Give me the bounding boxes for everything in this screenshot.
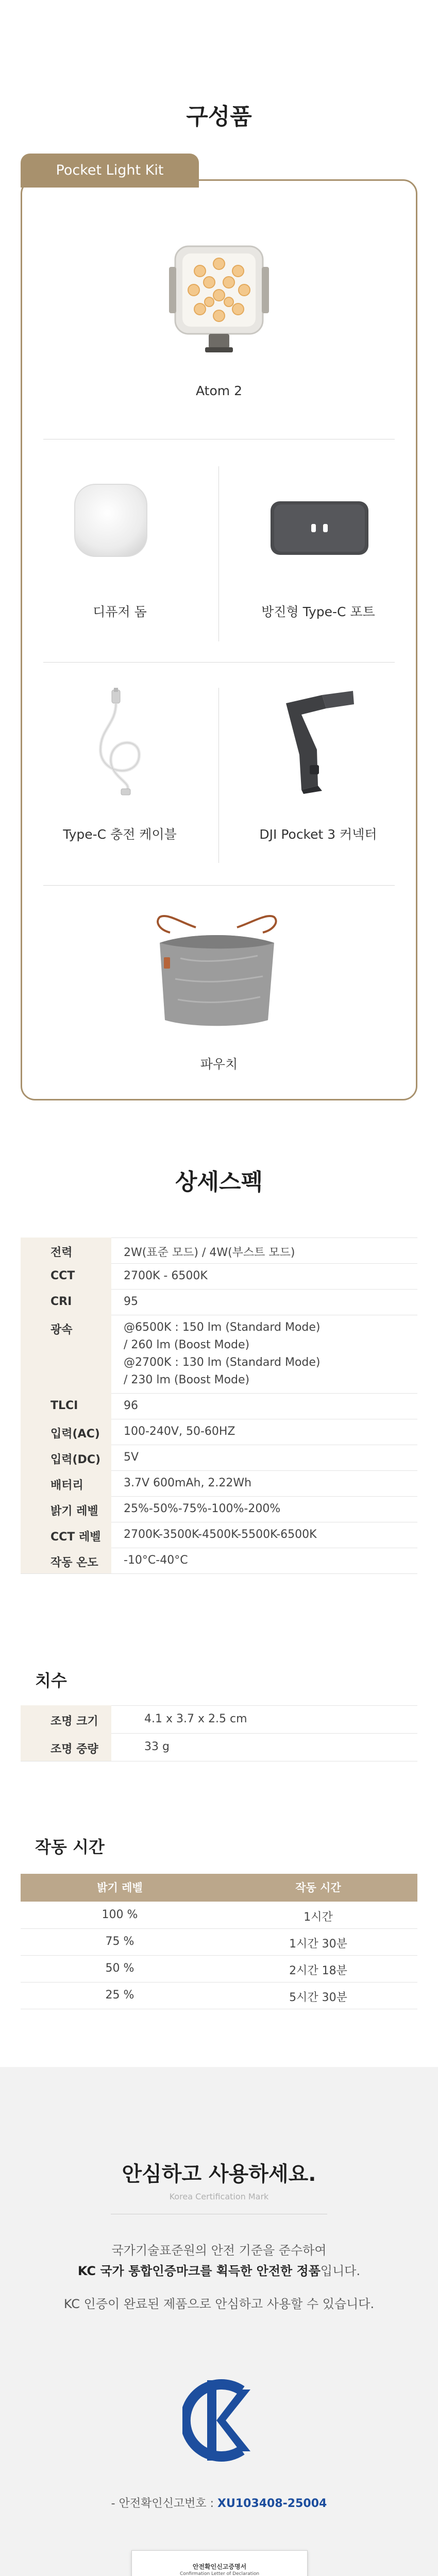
spec-key-label: CCT <box>50 1269 75 1282</box>
spec-key-label: 입력(DC) <box>50 1453 101 1466</box>
item-label-cable: Type-C 충전 케이블 <box>63 827 177 842</box>
brightness-cell: 50 % <box>105 1962 134 1975</box>
spec-key-label: 전력 <box>50 1246 73 1259</box>
dustproof-port-icon <box>268 497 371 559</box>
dimension-key <box>21 1705 111 1733</box>
item-label-diffuser: 디퓨저 돔 <box>93 604 147 619</box>
dimension-row <box>21 1705 417 1733</box>
spec-value <box>111 1522 417 1548</box>
spec-row <box>21 1393 417 1419</box>
spec-value <box>111 1315 417 1393</box>
spec-key-label: CCT 레벨 <box>50 1531 101 1544</box>
spec-value-line: @2700K : 130 lm (Standard Mode) <box>124 1356 321 1369</box>
spec-value-line: / 230 lm (Boost Mode) <box>124 1374 250 1386</box>
spec-key <box>21 1263 111 1289</box>
cert-number-row <box>0 2495 438 2511</box>
spec-value <box>111 1496 417 1522</box>
spec-key-label: 작동 온도 <box>50 1556 98 1569</box>
spec-value-line: 2700K-3500K-4500K-5500K-6500K <box>124 1528 317 1541</box>
spec-value-line: 95 <box>124 1295 138 1308</box>
item-label-atom2: Atom 2 <box>196 383 242 398</box>
spec-row <box>21 1445 417 1470</box>
spec-key <box>21 1393 111 1419</box>
row-line <box>21 1928 417 1929</box>
brightness-cell: 75 % <box>105 1935 134 1948</box>
spec-key <box>21 1548 111 1573</box>
spec-key-label: 광속 <box>50 1324 73 1336</box>
spec-row <box>21 1419 417 1445</box>
spec-row <box>21 1470 417 1496</box>
specs-title: 상세스펙 <box>175 1169 263 1195</box>
dimension-value-text: 33 g <box>144 1740 170 1753</box>
certification-line2 <box>0 2261 438 2279</box>
connector-bracket-icon <box>281 688 358 796</box>
contents-title: 구성품 <box>186 104 252 130</box>
spec-key-label: 배터리 <box>50 1479 83 1492</box>
spec-key-label: 밝기 레벨 <box>50 1505 98 1518</box>
cert-number-label: - 안전확인신고번호 : <box>111 2497 214 2510</box>
spec-value-line: 2W(표준 모드) / 4W(부스트 모드) <box>124 1246 295 1259</box>
dimension-row <box>21 1733 417 1761</box>
spec-value <box>111 1445 417 1470</box>
spec-row <box>21 1289 417 1315</box>
spec-value-line: -10°C-40°C <box>124 1554 188 1567</box>
spec-key <box>21 1470 111 1496</box>
runtime-cell: 1시간 <box>304 1911 333 1924</box>
spec-value-line: / 260 lm (Boost Mode) <box>124 1338 250 1351</box>
kc-mark-icon <box>182 2370 260 2471</box>
spec-key <box>21 1496 111 1522</box>
runtime-cell: 2시간 18분 <box>289 1964 347 1977</box>
kit-tab: Pocket Light Kit <box>21 154 199 188</box>
certification-line1: 국가기술표준원의 안전 기준을 준수하여 <box>111 2243 327 2258</box>
spec-value-line: 25%-50%-75%-100%-200% <box>124 1502 281 1515</box>
spec-value-line: 2700K - 6500K <box>124 1269 208 1282</box>
spec-value-line: 3.7V 600mAh, 2.22Wh <box>124 1477 252 1489</box>
spec-row <box>21 1263 417 1289</box>
spec-key <box>21 1289 111 1315</box>
diffuser-dome-icon <box>72 482 149 559</box>
item-label-connector: DJI Pocket 3 커넥터 <box>259 827 377 842</box>
spec-key <box>21 1315 111 1393</box>
dimensions-title: 치수 <box>35 1671 67 1690</box>
spec-value-line: @6500K : 150 lm (Standard Mode) <box>124 1321 321 1334</box>
runtime-cell: 5시간 30분 <box>289 1991 347 2004</box>
spec-key-label: 입력(AC) <box>50 1428 100 1440</box>
spec-key-label: TLCI <box>50 1399 78 1412</box>
spec-key <box>21 1522 111 1548</box>
certification-line2-rest: 입니다. <box>320 2264 361 2278</box>
spec-value <box>111 1393 417 1419</box>
doc-title-en: Confirmation Letter of Declaration <box>179 2571 260 2576</box>
spec-value-line: 96 <box>124 1399 138 1412</box>
spec-row <box>21 1522 417 1548</box>
spec-key <box>21 1238 111 1263</box>
brightness-cell: 100 % <box>102 1908 138 1921</box>
spec-value-line: 5V <box>124 1451 139 1464</box>
dimension-key-label: 조명 크기 <box>50 1715 98 1728</box>
spec-value <box>111 1419 417 1445</box>
spec-row <box>21 1315 417 1393</box>
spec-key <box>21 1445 111 1470</box>
cert-number: XU103408-25004 <box>217 2497 327 2510</box>
spec-key <box>21 1419 111 1445</box>
dimension-key <box>21 1733 111 1761</box>
dimension-key-label: 조명 중량 <box>50 1743 98 1756</box>
spec-value <box>111 1289 417 1315</box>
spec-value <box>111 1263 417 1289</box>
row-line <box>21 1955 417 1956</box>
brightness-cell: 25 % <box>105 1989 134 2002</box>
certificate-document <box>131 2550 308 2576</box>
spec-value <box>111 1548 417 1573</box>
spec-value <box>111 1238 417 1263</box>
operation-title: 작동 시간 <box>35 1837 105 1857</box>
runtime-cell: 1시간 30분 <box>289 1938 347 1951</box>
row-line <box>21 1573 417 1574</box>
charging-cable-icon <box>90 688 152 796</box>
light-device-icon <box>165 231 273 360</box>
spec-row <box>21 1496 417 1522</box>
certification-title: 안심하고 사용하세요. <box>122 2162 316 2186</box>
item-label-pouch: 파우치 <box>200 1057 238 1072</box>
spec-key-label: CRI <box>50 1295 72 1308</box>
dimension-value <box>111 1733 417 1761</box>
certification-line2-bold: KC 국가 통합인증마크를 획득한 안전한 정품 <box>77 2264 321 2278</box>
divider <box>43 885 395 886</box>
header-brightness: 밝기 레벨 <box>97 1882 143 1894</box>
spec-value <box>111 1470 417 1496</box>
spec-row <box>21 1548 417 1573</box>
item-label-port: 방진형 Type-C 포트 <box>261 604 375 619</box>
divider <box>43 662 395 663</box>
operation-table-header <box>21 1874 417 1902</box>
certification-line3: KC 인증이 완료된 제품으로 안심하고 사용할 수 있습니다. <box>63 2297 375 2311</box>
dimension-value <box>111 1705 417 1733</box>
pouch-icon <box>139 912 294 1030</box>
doc-title-ko: 안전확인신고증명서 <box>192 2563 247 2570</box>
dimension-value-text: 4.1 x 3.7 x 2.5 cm <box>144 1713 247 1725</box>
certification-subtitle: Korea Certification Mark <box>169 2192 269 2201</box>
spec-row <box>21 1238 417 1263</box>
header-runtime: 작동 시간 <box>295 1882 341 1894</box>
spec-value-line: 100-240V, 50-60HZ <box>124 1425 235 1438</box>
